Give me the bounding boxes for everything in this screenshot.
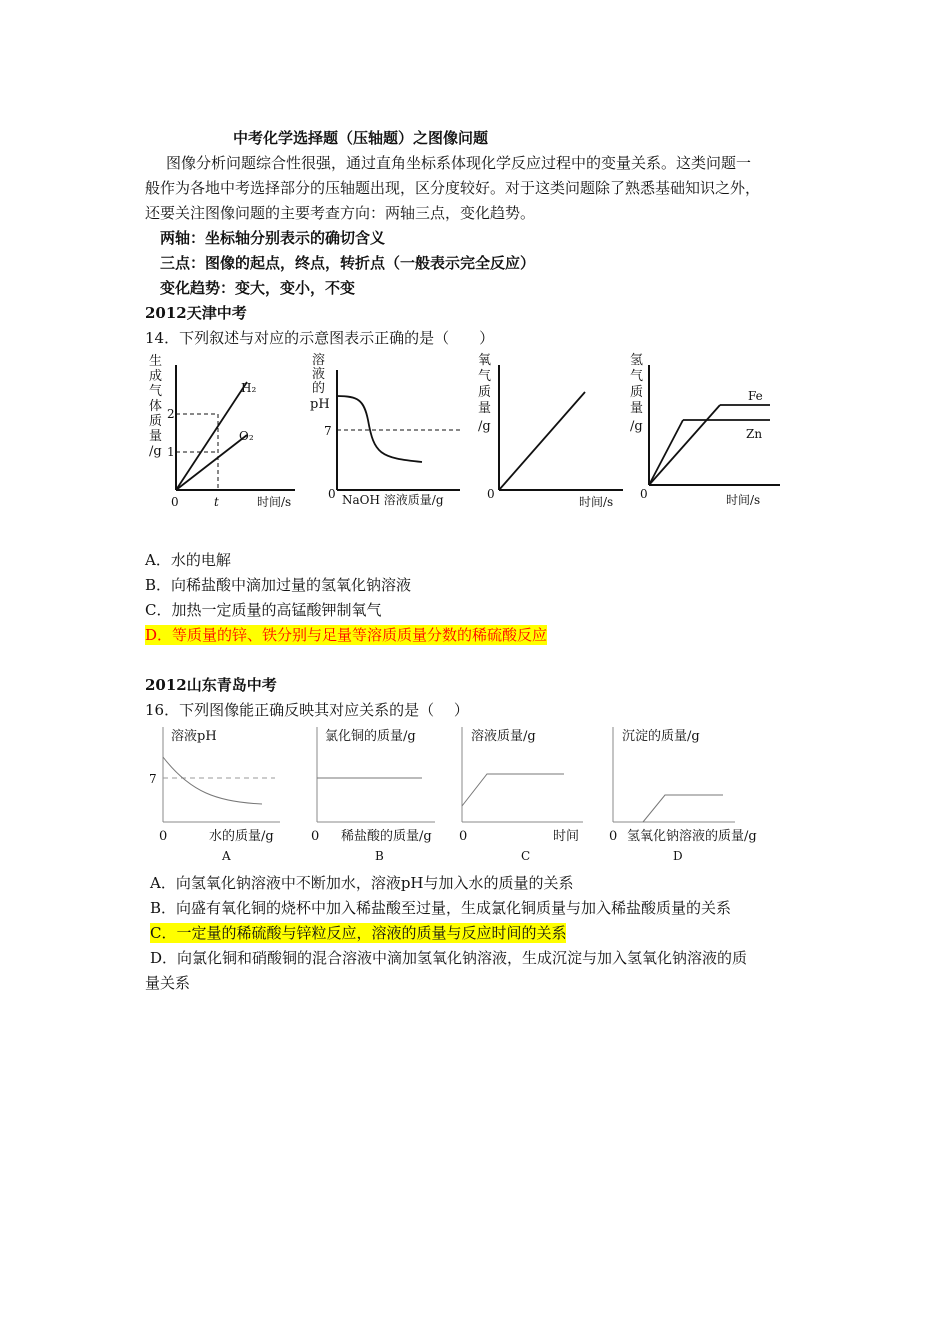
q1-source: 2012天津中考 — [145, 304, 247, 322]
point-three: 三点：图像的起点，终点，转折点（一般表示完全反应） — [160, 254, 536, 272]
q1-option-d-answer: D．等质量的锌、铁分别与足量等溶质质量分数的稀硫酸反应 — [145, 626, 548, 644]
svg-text:溶: 溶 — [312, 353, 326, 368]
svg-text:2: 2 — [167, 407, 175, 421]
svg-text:7: 7 — [149, 772, 157, 786]
svg-text:0: 0 — [487, 487, 495, 501]
svg-text:t: t — [214, 495, 219, 509]
svg-text:B: B — [375, 849, 384, 863]
svg-text:稀盐酸的质量/g: 稀盐酸的质量/g — [341, 829, 432, 844]
svg-text:质: 质 — [630, 385, 644, 400]
svg-text:A: A — [222, 849, 231, 863]
svg-text:D: D — [673, 849, 683, 863]
svg-text:0: 0 — [159, 829, 168, 844]
svg-text:Zn: Zn — [746, 427, 763, 441]
q2-option-d: D．向氯化铜和硝酸铜的混合溶液中滴加氢氧化钠溶液，生成沉淀与加入氢氧化钠溶液的质 — [150, 949, 748, 967]
svg-text:/g: /g — [149, 444, 162, 459]
svg-text:C: C — [521, 849, 531, 863]
svg-text:0: 0 — [171, 495, 179, 509]
q1-option-a: A．水的电解 — [145, 551, 231, 569]
svg-text:量: 量 — [478, 401, 492, 416]
svg-text:液: 液 — [312, 367, 326, 382]
q1-question: 14．下列叙述与对应的示意图表示正确的是（ ） — [145, 329, 495, 347]
svg-text:成: 成 — [149, 369, 163, 384]
svg-text:气: 气 — [630, 369, 644, 384]
q2-source: 2012山东青岛中考 — [145, 676, 277, 694]
q2-option-a: A．向氢氧化钠溶液中不断加水，溶液pH与加入水的质量的关系 — [150, 874, 574, 892]
svg-text:Fe: Fe — [748, 389, 763, 403]
q2-option-b: B．向盛有氧化铜的烧杯中加入稀盐酸至过量，生成氯化铜质量与加入稀盐酸质量的关系 — [150, 899, 732, 917]
q2-option-c-answer: C．一定量的稀硫酸与锌粒反应，溶液的质量与反应时间的关系 — [150, 924, 567, 942]
svg-text:/g: /g — [478, 419, 491, 434]
svg-text:时间/s: 时间/s — [257, 495, 292, 509]
q2-option-d-cont: 量关系 — [145, 974, 191, 992]
svg-text:/g: /g — [630, 419, 643, 434]
svg-text:氧: 氧 — [478, 353, 492, 368]
svg-text:7: 7 — [324, 424, 332, 438]
svg-text:时间/s: 时间/s — [726, 493, 761, 507]
point-axes: 两轴：坐标轴分别表示的确切含义 — [160, 229, 386, 247]
svg-text:0: 0 — [640, 487, 648, 501]
svg-text:沉淀的质量/g: 沉淀的质量/g — [622, 729, 700, 744]
svg-text:时间/s: 时间/s — [579, 495, 614, 509]
svg-text:0: 0 — [328, 487, 336, 501]
svg-text:时间: 时间 — [553, 829, 580, 844]
svg-text:1: 1 — [167, 445, 175, 459]
svg-text:量: 量 — [149, 429, 163, 444]
svg-text:0: 0 — [609, 829, 618, 844]
intro-line-3: 还要关注图像问题的主要考查方向：两轴三点，变化趋势。 — [145, 204, 536, 222]
point-trend: 变化趋势：变大，变小，不变 — [160, 279, 356, 297]
svg-text:0: 0 — [311, 829, 320, 844]
q1-graph-oxygen — [475, 350, 635, 515]
intro-line-2: 般作为各地中考选择部分的压轴题出现，区分度较好。对于这类问题除了熟悉基础知识之外， — [145, 179, 761, 197]
svg-text:氢: 氢 — [630, 353, 644, 368]
q2-graph-b — [300, 722, 455, 867]
svg-text:体: 体 — [149, 399, 163, 414]
svg-text:氯化铜的质量/g: 氯化铜的质量/g — [325, 729, 416, 744]
svg-text:质: 质 — [478, 385, 492, 400]
intro-line-1: 图像分析问题综合性很强，通过直角坐标系体现化学反应过程中的变量关系。这类问题一 — [166, 154, 752, 172]
q1-graph-water-electrolysis — [145, 350, 310, 515]
svg-text:H₂: H₂ — [241, 381, 257, 395]
svg-text:pH: pH — [310, 397, 330, 412]
q1-option-c: C．加热一定质量的高锰酸钾制氧气 — [145, 601, 382, 619]
q2-graph-c — [455, 722, 605, 867]
svg-text:气: 气 — [149, 384, 163, 399]
svg-text:气: 气 — [478, 369, 492, 384]
q1-graph-hydrogen — [630, 350, 790, 515]
svg-text:的: 的 — [312, 381, 326, 396]
svg-text:生: 生 — [149, 354, 163, 369]
svg-text:质: 质 — [149, 414, 163, 429]
svg-text:0: 0 — [459, 829, 468, 844]
q2-graph-d — [605, 722, 790, 867]
svg-text:O₂: O₂ — [239, 429, 254, 443]
svg-text:水的质量/g: 水的质量/g — [209, 829, 274, 844]
svg-text:氢氧化钠溶液的质量/g: 氢氧化钠溶液的质量/g — [627, 829, 757, 844]
svg-text:溶液pH: 溶液pH — [171, 729, 217, 744]
svg-text:溶液质量/g: 溶液质量/g — [471, 729, 536, 744]
svg-text:量: 量 — [630, 401, 644, 416]
svg-text:NaOH 溶液质量/g: NaOH 溶液质量/g — [342, 493, 444, 507]
q1-graph-ph — [310, 350, 475, 515]
q2-question: 16．下列图像能正确反映其对应关系的是（ ） — [145, 701, 469, 719]
page-title: 中考化学选择题（压轴题）之图像问题 — [233, 129, 489, 147]
q2-graph-a — [145, 722, 300, 867]
q1-option-b: B．向稀盐酸中滴加过量的氢氧化钠溶液 — [145, 576, 412, 594]
